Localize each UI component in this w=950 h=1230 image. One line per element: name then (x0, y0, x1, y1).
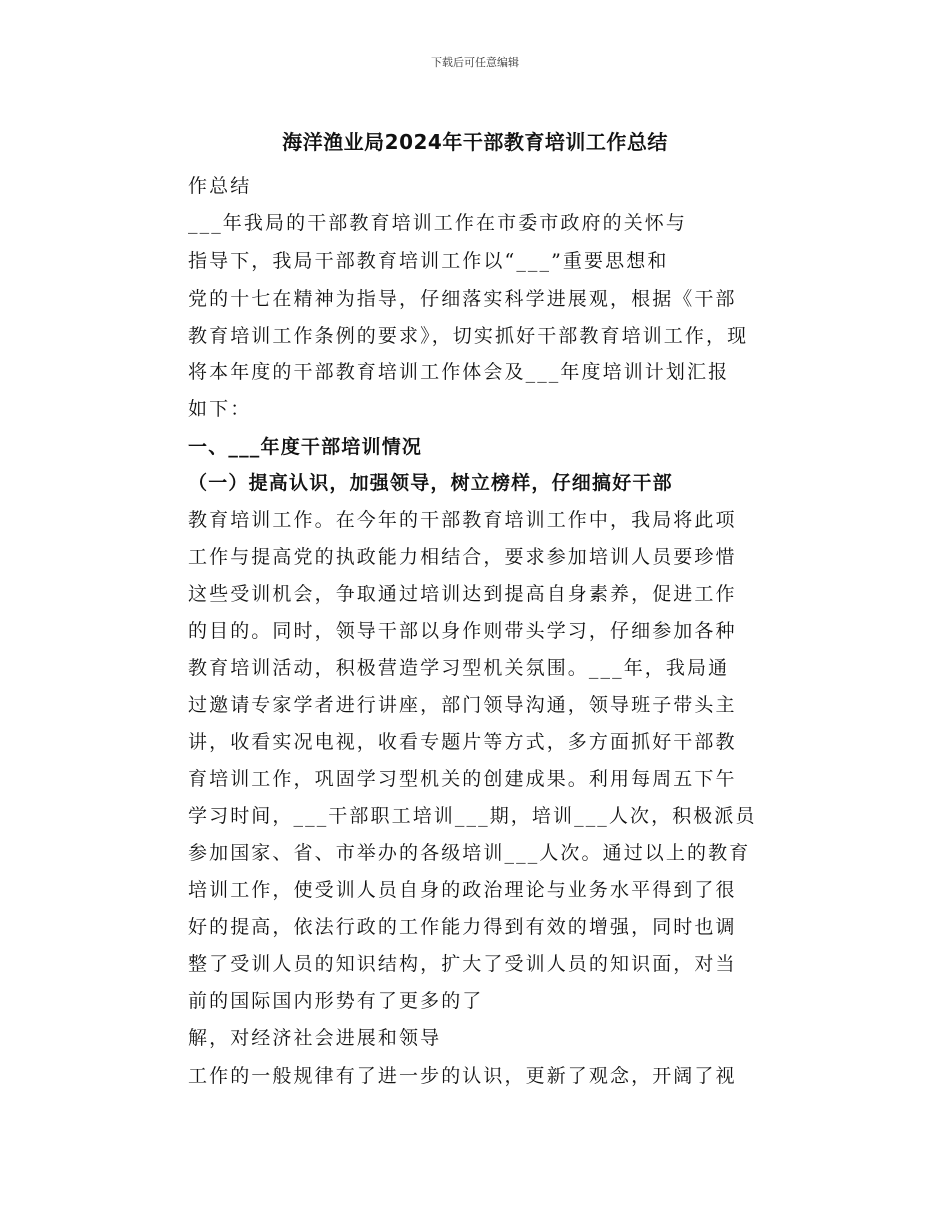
body-line: ___年我局的干部教育培训工作在市委市政府的关怀与 (188, 212, 688, 234)
body-line: 这些受训机会，争取通过培训达到提高自身素养，促进工作 (188, 583, 737, 605)
body-line: 工作的一般规律有了进一步的认识，更新了观念，开阔了视 (188, 1065, 737, 1087)
body-line: 教育培训工作条例的要求》，切实抓好干部教育培训工作，现 (188, 325, 749, 347)
body-line: 学习时间，___干部职工培训___期，培训___人次，积极派员 (188, 805, 757, 827)
body-line: 的目的。同时，领导干部以身作则带头学习，仔细参加各种 (188, 620, 737, 642)
body-line: 前的国际国内形势有了更多的了 (188, 990, 484, 1012)
body-line: 将本年度的干部教育培训工作体会及___年度培训计划汇报 (188, 361, 730, 383)
section-heading: 一、___年度干部培训情况 (188, 436, 423, 458)
body-line: 作总结 (188, 175, 252, 197)
body-line: 如下： (188, 398, 252, 420)
body-line: 教育培训工作。在今年的干部教育培训工作中，我局将此项 (188, 509, 737, 531)
body-line: 教育培训活动，积极营造学习型机关氛围。___年，我局通 (188, 657, 730, 679)
document-title: 海洋渔业局2024年干部教育培训工作总结 (282, 130, 668, 154)
body-line: 工作与提高党的执政能力相结合，要求参加培训人员要珍惜 (188, 546, 737, 568)
body-line: 党的十七在精神为指导，仔细落实科学进展观，根据《干部 (188, 288, 737, 310)
body-line: 讲，收看实况电视，收看专题片等方式，多方面抓好干部教 (188, 731, 737, 753)
body-line: 整了受训人员的知识结构，扩大了受训人员的知识面，对当 (188, 953, 737, 975)
body-line: 培训工作，使受训人员自身的政治理论与业务水平得到了很 (188, 879, 737, 901)
body-line: 解，对经济社会进展和领导 (188, 1027, 442, 1049)
body-line: 指导下，我局干部教育培训工作以“___”重要思想和 (188, 250, 669, 272)
body-line: 过邀请专家学者进行讲座，部门领导沟通，领导班子带头主 (188, 694, 737, 716)
body-line: 参加国家、省、市举办的各级培训___人次。通过以上的教育 (188, 842, 751, 864)
body-line: 好的提高，依法行政的工作能力得到有效的增强，同时也调 (188, 916, 737, 938)
header-note: 下载后可任意编辑 (431, 56, 519, 69)
body-line: 育培训工作，巩固学习型机关的创建成果。利用每周五下午 (188, 768, 737, 790)
subsection-heading: （一）提高认识，加强领导，树立榜样，仔细搞好干部 (188, 472, 673, 494)
